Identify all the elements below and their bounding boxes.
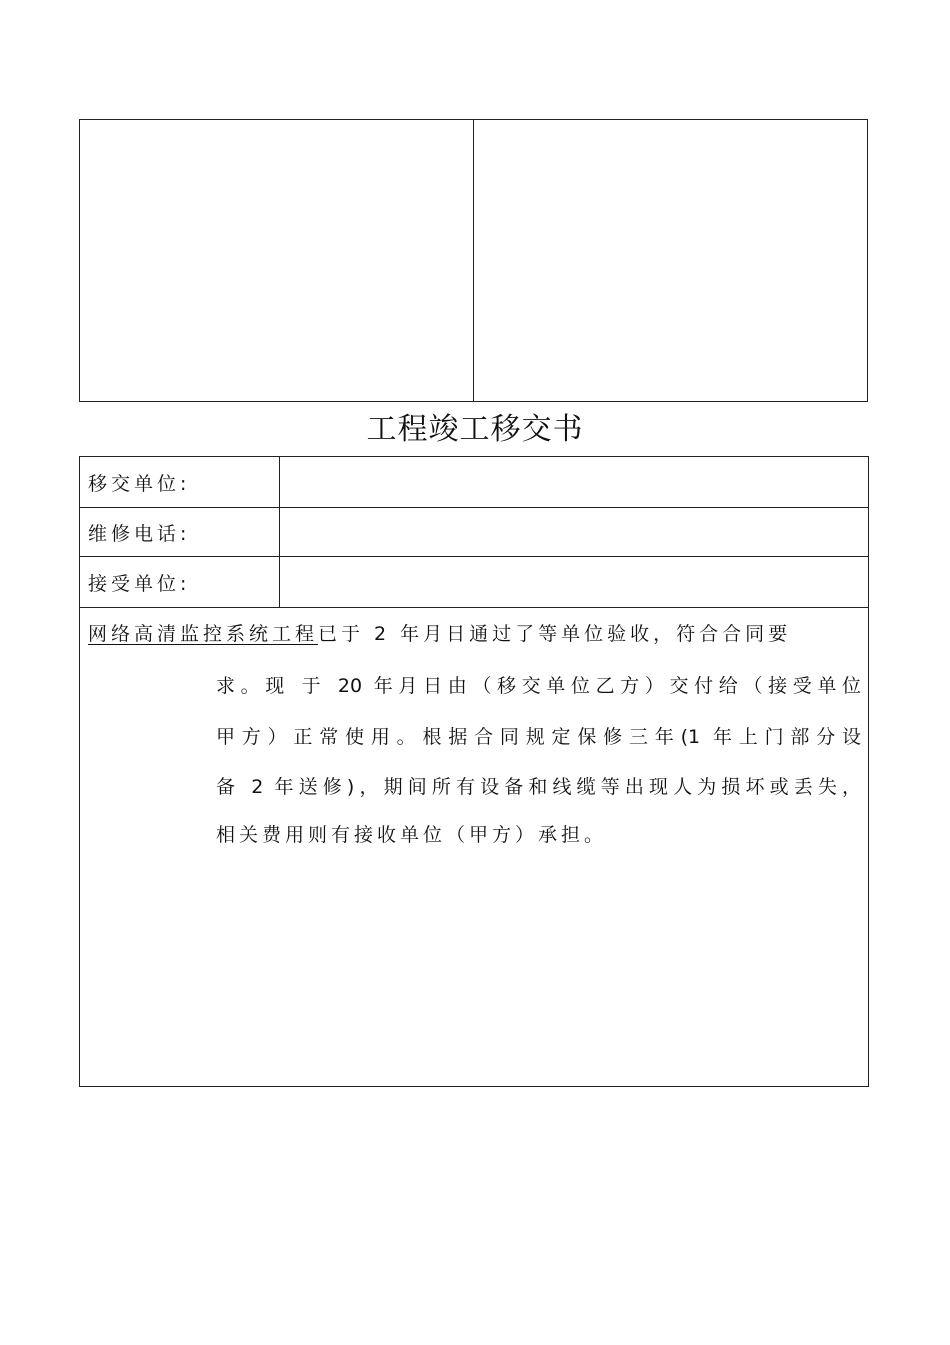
handover-form-table: [79, 456, 869, 1087]
row-handover-unit: [80, 457, 868, 508]
handover-unit-label: 移交单位:: [80, 457, 280, 507]
row-receiving-unit: [80, 557, 868, 608]
maintenance-phone-label: 维修电话:: [80, 508, 280, 556]
document-title: 工程竣工移交书: [366, 412, 584, 447]
statement-line: 备 2 年送修)，期间所有设备和线缆等出现人为损坏或丢失，: [216, 776, 861, 798]
receiving-unit-field[interactable]: [280, 557, 868, 607]
top-box-divider: [473, 120, 474, 401]
receiving-unit-label: 接受单位:: [80, 557, 280, 607]
maintenance-phone-field[interactable]: [280, 508, 868, 556]
top-empty-box: [79, 119, 868, 402]
statement-line: 求。现 于 20 年月日由（移交单位乙方）交付给（接受单位: [216, 675, 861, 697]
statement-first-line-rest: 已于 2 年月日通过了等单位验收，符合合同要: [318, 623, 792, 645]
row-maintenance-phone: [80, 508, 868, 557]
project-name: 网络高清监控系统工程: [88, 623, 319, 645]
statement-line: 相关费用则有接收单位（甲方）承担。: [216, 824, 608, 846]
handover-statement: [80, 608, 868, 1086]
handover-unit-field[interactable]: [280, 457, 868, 507]
statement-line: 甲方）正常使用。根据合同规定保修三年(1 年上门部分设: [216, 726, 861, 748]
statement-first-line: [88, 620, 791, 648]
